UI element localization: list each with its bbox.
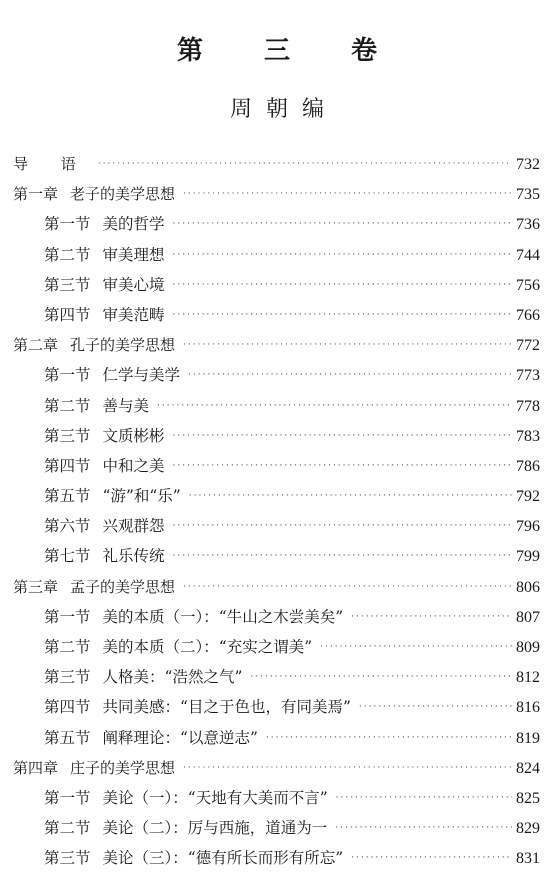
toc-entry-number: 第二节 xyxy=(44,638,91,656)
dot-leader xyxy=(183,179,512,209)
dot-leader xyxy=(157,391,512,421)
dot-leader xyxy=(173,511,512,541)
dot-leader xyxy=(173,421,512,451)
toc-entry-title: “游”和“乐” xyxy=(102,487,181,506)
toc-page-number: 783 xyxy=(516,427,540,445)
toc-entry-number: 第七节 xyxy=(44,547,91,566)
toc-section-entry[interactable] xyxy=(0,240,554,270)
toc-section-entry[interactable] xyxy=(0,360,554,390)
toc-entry-number: 第三节 xyxy=(44,849,91,868)
toc-entry-number: 第一节 xyxy=(44,215,91,234)
toc-page-number: 825 xyxy=(516,789,540,807)
toc-page-number: 829 xyxy=(516,820,540,838)
toc-chapter-entry[interactable] xyxy=(0,179,554,209)
table-of-contents xyxy=(0,149,554,874)
dot-leader xyxy=(173,240,512,270)
toc-entry-number: 第四节 xyxy=(44,456,91,475)
dot-leader xyxy=(173,300,512,330)
toc-section-entry[interactable] xyxy=(0,270,554,300)
toc-entry-title: 兴观群怨 xyxy=(102,517,165,536)
toc-entry-title: 礼乐传统 xyxy=(102,547,165,566)
volume-title: 第 三 卷 xyxy=(176,36,404,66)
toc-page-number: 819 xyxy=(516,729,540,747)
dot-leader xyxy=(173,270,512,300)
toc-page-number: 732 xyxy=(516,156,540,173)
dot-leader xyxy=(183,572,512,602)
toc-entry-title: 审美理想 xyxy=(102,245,165,264)
toc-entry-number: 第一章 xyxy=(13,185,59,204)
toc-page-number: 809 xyxy=(516,639,540,656)
dot-leader xyxy=(266,723,512,753)
toc-page-number: 766 xyxy=(516,306,540,324)
toc-section-entry[interactable] xyxy=(0,723,554,753)
dot-leader xyxy=(98,149,512,179)
toc-entry-title: 仁学与美学 xyxy=(102,366,181,385)
toc-page-number: 744 xyxy=(516,246,540,264)
toc-page-number: 816 xyxy=(516,699,540,717)
toc-section-entry[interactable] xyxy=(0,692,554,722)
toc-section-entry[interactable] xyxy=(0,813,554,843)
dot-leader xyxy=(188,360,512,390)
toc-entry-title: 文质彬彬 xyxy=(102,426,165,445)
toc-page-number: 773 xyxy=(516,367,540,385)
toc-page-number: 812 xyxy=(516,669,540,687)
toc-page-number: 792 xyxy=(516,488,540,506)
toc-chapter-entry[interactable] xyxy=(0,572,554,602)
toc-entry-number: 第三节 xyxy=(44,426,91,445)
dot-leader xyxy=(183,753,512,783)
dot-leader xyxy=(173,541,512,571)
toc-entry-title: 美论（一）：“天地有大美而不言” xyxy=(102,788,328,807)
toc-page-number: 736 xyxy=(516,216,540,234)
toc-entry-number: 第五节 xyxy=(44,487,91,506)
toc-entry-title: 孟子的美学思想 xyxy=(70,577,176,596)
toc-entry-title: 老子的美学思想 xyxy=(70,185,176,204)
toc-section-entry[interactable] xyxy=(0,481,554,511)
toc-entry-title: 庄子的美学思想 xyxy=(70,758,176,777)
toc-entry-title: 审美范畴 xyxy=(102,305,165,324)
toc-section-entry[interactable] xyxy=(0,602,554,632)
toc-entry-title: 善与美 xyxy=(102,396,150,415)
toc-entry-number: 第三节 xyxy=(44,275,91,294)
dot-leader xyxy=(335,813,512,843)
toc-entry-number: 第四章 xyxy=(13,758,59,777)
toc-section-entry[interactable] xyxy=(0,391,554,421)
toc-page-number: 778 xyxy=(516,397,540,415)
toc-entry-title: 审美心境 xyxy=(102,275,165,294)
toc-entry-title: 中和之美 xyxy=(102,456,165,475)
dot-leader xyxy=(183,330,512,360)
dot-leader xyxy=(173,451,512,481)
toc-section-entry[interactable] xyxy=(0,511,554,541)
toc-chapter-entry[interactable] xyxy=(0,753,554,783)
toc-page-number: 831 xyxy=(516,850,540,868)
toc-entry-title: 孔子的美学思想 xyxy=(70,336,176,355)
toc-entry-title: 人格美：“浩然之气” xyxy=(102,668,243,687)
toc-entry-number: 第一节 xyxy=(44,788,91,807)
toc-entry-number: 第二章 xyxy=(13,336,59,355)
toc-section-entry[interactable] xyxy=(0,541,554,571)
toc-entry-number: 第五节 xyxy=(44,728,91,747)
dot-leader xyxy=(250,662,512,692)
toc-entry-title: 阐释理论：“以意逆志” xyxy=(102,728,258,747)
dot-leader xyxy=(173,209,512,239)
toc-section-entry[interactable] xyxy=(0,421,554,451)
toc-section-entry[interactable] xyxy=(0,632,554,662)
toc-entry-title: 美的本质（二）：“充实之谓美” xyxy=(102,638,313,656)
toc-page-number: 735 xyxy=(516,186,540,204)
dot-leader xyxy=(351,843,512,873)
toc-entry-number: 第六节 xyxy=(44,517,91,536)
toc-section-entry[interactable] xyxy=(0,451,554,481)
toc-entry-title: 美的本质（一）：“牛山之木尝美矣” xyxy=(102,607,344,626)
toc-entry-number: 第三章 xyxy=(13,577,59,596)
toc-entry-number: 第二节 xyxy=(44,819,91,838)
toc-entry-title: 美的哲学 xyxy=(102,215,165,234)
toc-entry-title: 美论（二）：厉与西施，道通为一 xyxy=(102,819,328,838)
toc-entry-number: 第一节 xyxy=(44,607,91,626)
toc-entry-number: 第二节 xyxy=(44,396,91,415)
part-subtitle: 周朝编 xyxy=(229,97,338,122)
toc-entry-title: 共同美感：“目之于色也，有同美焉” xyxy=(102,698,351,717)
toc-entry-number: 第三节 xyxy=(44,668,91,687)
toc-page-number: 796 xyxy=(516,518,540,536)
dot-leader xyxy=(351,602,512,632)
toc-section-entry[interactable] xyxy=(0,209,554,239)
dot-leader xyxy=(359,692,512,722)
toc-page-number: 806 xyxy=(516,578,540,596)
toc-entry-number: 第四节 xyxy=(44,698,91,717)
dot-leader xyxy=(320,632,512,662)
toc-chapter-entry[interactable] xyxy=(0,330,554,360)
toc-entry-title: 美论（三）：“德有所长而形有所忘” xyxy=(102,849,344,868)
toc-entry-number: 第二节 xyxy=(44,245,91,264)
toc-entry-number: 第四节 xyxy=(44,305,91,324)
toc-chapter-entry[interactable] xyxy=(0,149,554,179)
toc-page-number: 756 xyxy=(516,276,540,294)
toc-page-number: 824 xyxy=(516,759,540,777)
dot-leader xyxy=(336,783,512,813)
toc-page-number: 807 xyxy=(516,608,540,626)
toc-section-entry[interactable] xyxy=(0,300,554,330)
toc-section-entry[interactable] xyxy=(0,662,554,692)
toc-entry-number: 导 语 xyxy=(13,155,90,173)
toc-section-entry[interactable] xyxy=(0,843,554,873)
toc-entry-number: 第一节 xyxy=(44,366,91,385)
toc-page-number: 786 xyxy=(516,457,540,475)
toc-section-entry[interactable] xyxy=(0,783,554,813)
dot-leader xyxy=(189,481,512,511)
toc-page-number: 772 xyxy=(516,337,540,355)
toc-page-number: 799 xyxy=(516,548,540,566)
